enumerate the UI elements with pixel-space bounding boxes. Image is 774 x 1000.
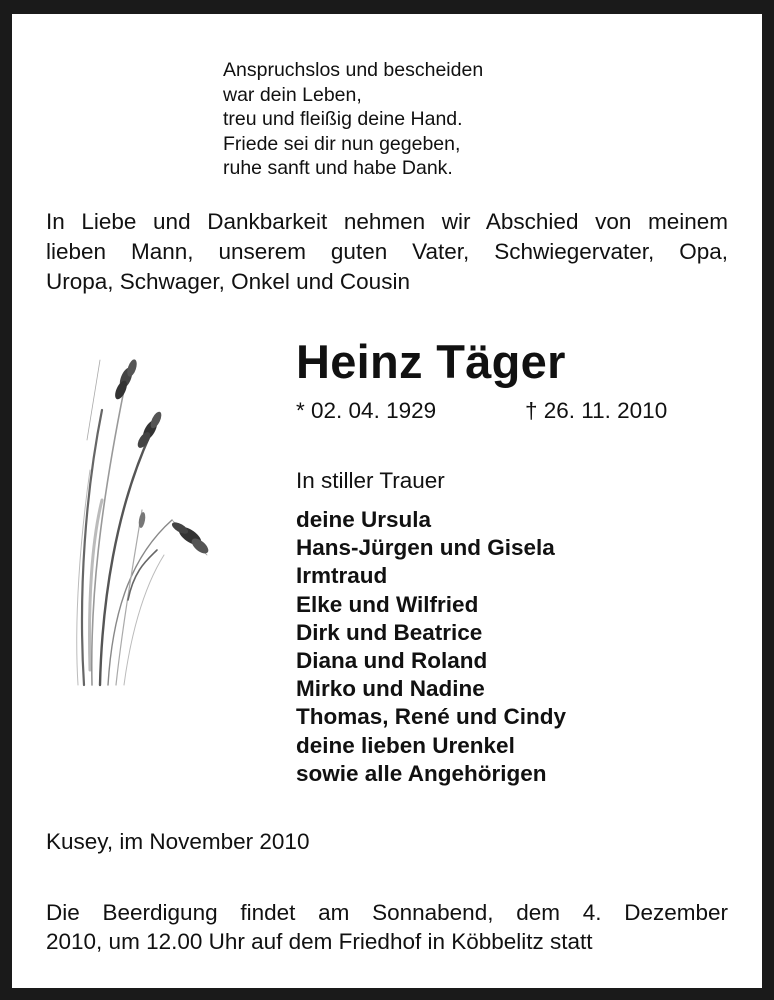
list-item: Hans-Jürgen und Gisela [296, 535, 555, 561]
list-item: deine lieben Urenkel [296, 732, 515, 758]
intro-line: Uropa, Schwager, Onkel und Cousin [46, 269, 410, 294]
poem-line: Anspruchslos und bescheiden [223, 59, 484, 81]
survivors-list [296, 506, 566, 788]
list-item: Diana und Roland [296, 648, 488, 674]
poem-line: treu und fleißig deine Hand. [223, 108, 463, 130]
list-item: Elke und Wilfried [296, 591, 479, 617]
list-item: Mirko und Nadine [296, 676, 485, 702]
list-item: deine Ursula [296, 507, 432, 532]
intro-line: lieben Mann, unserem guten Vater, Schwiegervater, Opa, [46, 239, 728, 264]
intro-line: In Liebe und Dankbarkeit nehmen wir Abschied von meinem [46, 209, 728, 234]
funeral-line: Die Beerdigung findet am Sonnabend, dem 4. Dezember [46, 900, 728, 925]
poem-line: Friede sei dir nun gegeben, [223, 132, 461, 155]
poem-line: ruhe sanft und habe Dank. [223, 157, 453, 179]
poem [223, 58, 483, 181]
mourning-heading: In stiller Trauer [296, 468, 445, 493]
farewell-intro [46, 207, 728, 297]
list-item: Dirk und Beatrice [296, 619, 483, 645]
list-item: Thomas, René und Cindy [296, 704, 567, 730]
funeral-notice [46, 898, 728, 956]
list-item: Irmtraud [296, 563, 388, 589]
birth-date: * 02. 04. 1929 [296, 398, 437, 423]
list-item: sowie alle Angehörigen [296, 760, 547, 786]
death-date: † 26. 11. 2010 [525, 398, 668, 423]
place-date: Kusey, im November 2010 [46, 829, 310, 854]
deceased-name: Heinz Täger [296, 335, 566, 388]
funeral-line: 2010, um 12.00 Uhr auf dem Friedhof in Köbbelitz statt [46, 929, 593, 954]
wheat-icon [72, 340, 222, 690]
poem-line: war dein Leben, [223, 83, 362, 106]
